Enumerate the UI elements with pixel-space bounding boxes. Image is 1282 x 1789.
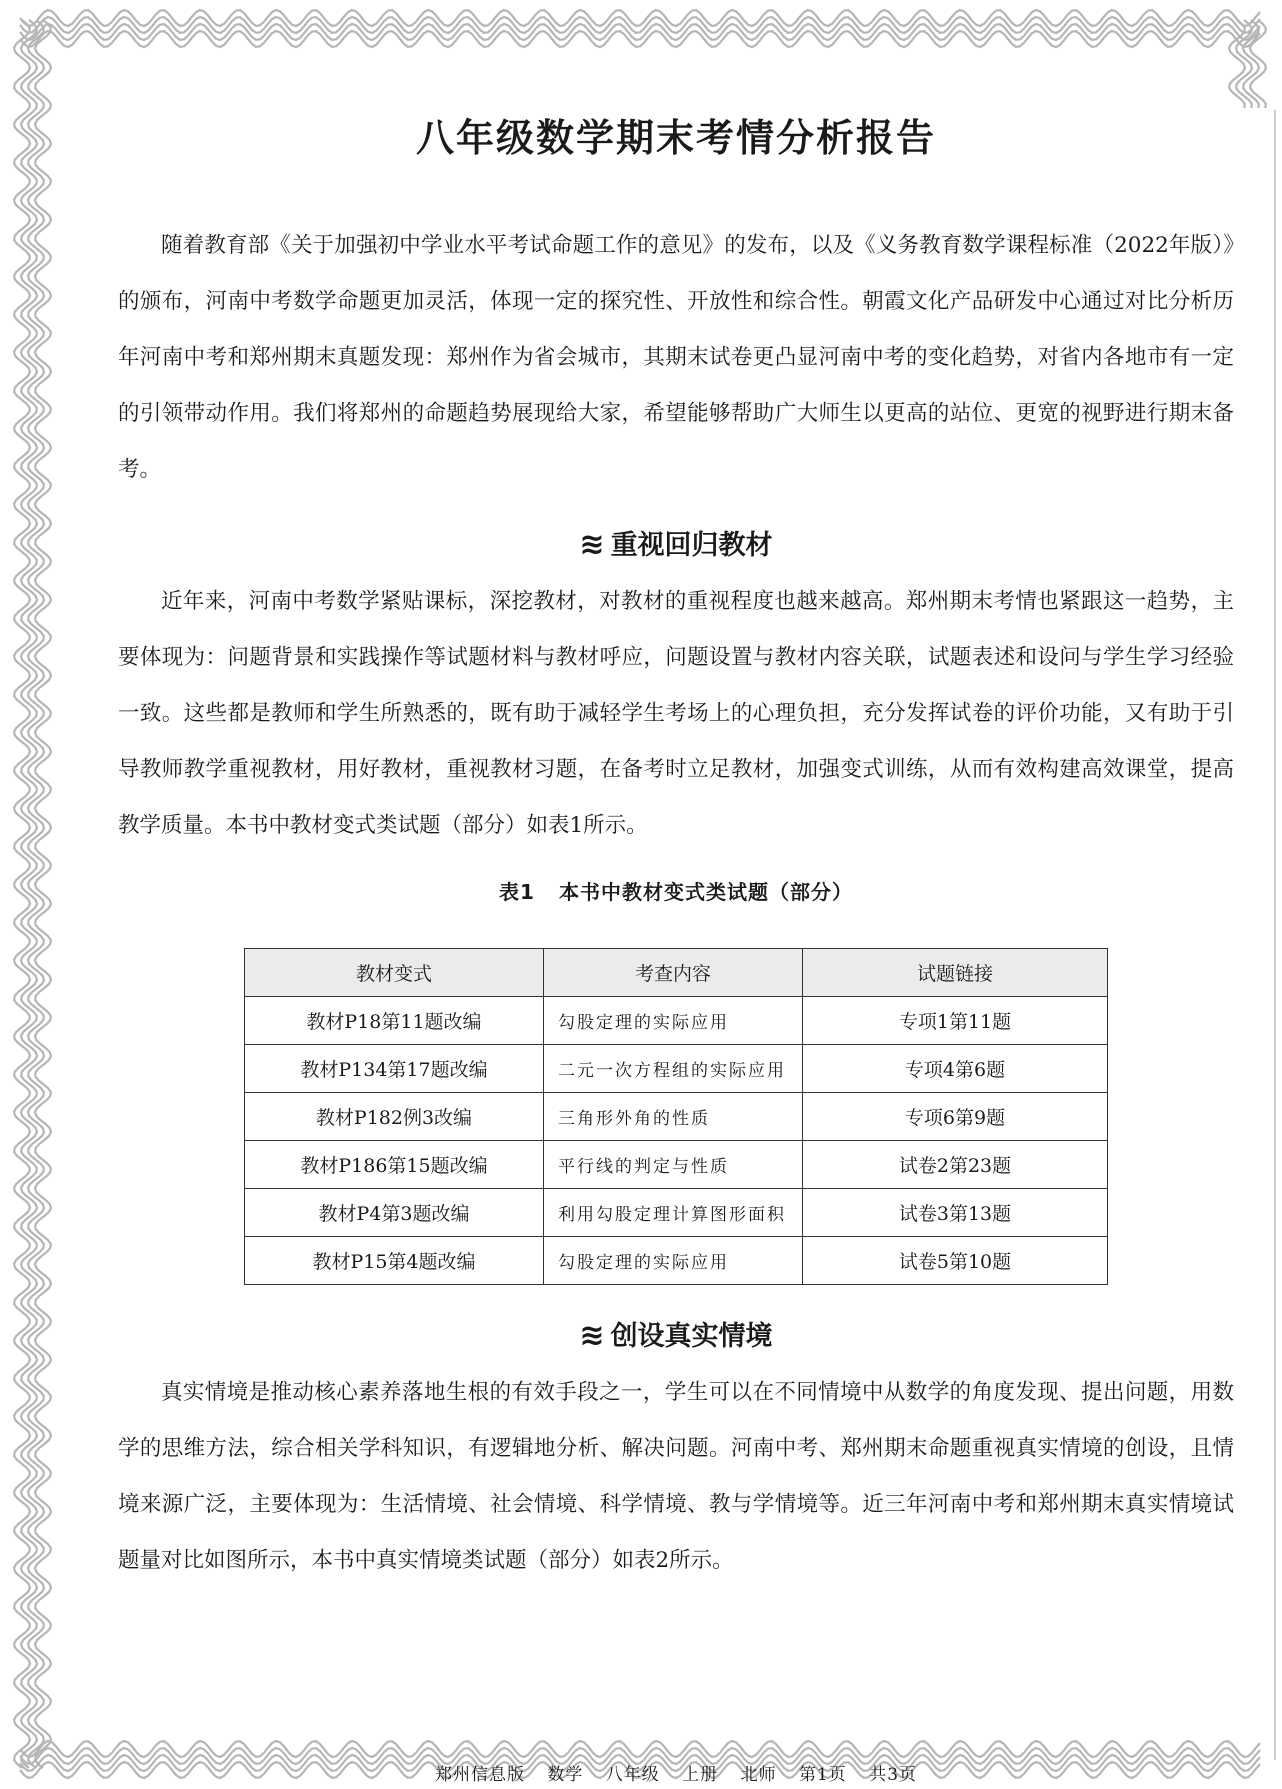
footer-page: 第1页: [798, 1765, 847, 1785]
table-cell: 专项4第6题: [803, 1045, 1108, 1093]
header-cell: 教材变式: [245, 949, 544, 997]
footer-publisher: 北师: [740, 1765, 777, 1785]
section-heading-text: 重视回归教材: [610, 530, 773, 561]
page-footer: [118, 1760, 1234, 1785]
table-row: [245, 997, 1108, 1045]
table-cell: 平行线的判定与性质: [544, 1141, 803, 1189]
footer-edition: 郑州信息版: [434, 1765, 525, 1785]
page-title: 八年级数学期末考情分析报告: [415, 116, 936, 160]
table-caption-text: 本书中教材变式类试题（部分）: [558, 880, 853, 904]
table-header-row: [245, 949, 1108, 997]
intro-paragraph: 随着教育部《关于加强初中学业水平考试命题工作的意见》的发布，以及《义务教育数学课程标准（2022年版）》的颁布，河南中考数学命题更加灵活，体现一定的探究性、开放性和综合性。朝霞文化产品研发中心通过对比分析历年河南中考和郑州期末真题发现：郑州作为省会城市，其期末试卷更凸显河南中考的变化趋势，对省内各地市有一定的引领带动作用。我们将郑州的命题趋势展现给大家，希望能够帮助广大师生以更高的站位、更宽的视野进行期末备考。: [118, 233, 1234, 482]
table-caption: [118, 872, 1234, 912]
section-heading-textbook: [118, 520, 1234, 570]
table-cell: 试卷2第23题: [803, 1141, 1108, 1189]
footer-volume: 上册: [682, 1765, 719, 1785]
table-cell: 三角形外角的性质: [544, 1093, 803, 1141]
table-cell: 二元一次方程组的实际应用: [544, 1045, 803, 1093]
table-cell: 勾股定理的实际应用: [544, 997, 803, 1045]
table-cell: 教材P4第3题改编: [245, 1189, 544, 1237]
table-cell: 试卷5第10题: [803, 1237, 1108, 1285]
table-cell: 教材P15第4题改编: [245, 1237, 544, 1285]
table-cell: 专项6第9题: [803, 1093, 1108, 1141]
footer-grade: 八年级: [605, 1765, 660, 1785]
table-cell: 教材P18第11题改编: [245, 997, 544, 1045]
section1-paragraph: 近年来，河南中考数学紧贴课标，深挖教材，对教材的重视程度也越来越高。郑州期末考情也紧跟这一趋势，主要体现为：问题背景和实践操作等试题材料与教材呼应，问题设置与教材内容关联，试题表述和设问与学生学习经验一致。这些都是教师和学生所熟悉的，既有助于减轻学生考场上的心理负担，充分发挥试卷的评价功能，又有助于引导教师教学重视教材，用好教材，重视教材习题，在备考时立足教材，加强变式训练，从而有效构建高效课堂，提高教学质量。本书中教材变式类试题（部分）如表1所示。: [118, 589, 1234, 838]
table-cell: 专项1第11题: [803, 997, 1108, 1045]
table-cell: 教材P182例3改编: [245, 1093, 544, 1141]
table-row: [245, 1237, 1108, 1285]
footer-subject: 数学: [547, 1765, 584, 1785]
right-edge-line: [1274, 110, 1276, 1760]
table-row: [245, 1141, 1108, 1189]
wave-icon: ≋: [579, 1318, 605, 1353]
header-cell: 考查内容: [544, 949, 803, 997]
table-cell: 勾股定理的实际应用: [544, 1237, 803, 1285]
table-number: 表1: [499, 880, 535, 904]
table-cell: 试卷3第13题: [803, 1189, 1108, 1237]
table-row: [245, 1189, 1108, 1237]
section-heading-real-context: [118, 1311, 1234, 1361]
table-cell: 教材P134第17题改编: [245, 1045, 544, 1093]
footer-total: 共3页: [869, 1765, 918, 1785]
section-heading-text: 创设真实情境: [610, 1321, 773, 1352]
document-page: [118, 110, 1234, 1785]
textbook-variant-table: [244, 948, 1108, 1285]
header-cell: 试题链接: [803, 949, 1108, 997]
table-row: [245, 1093, 1108, 1141]
section2-paragraph: 真实情境是推动核心素养落地生根的有效手段之一，学生可以在不同情境中从数学的角度发现、提出问题，用数学的思维方法，综合相关学科知识，有逻辑地分析、解决问题。河南中考、郑州期末命题重视真实情境的创设，且情境来源广泛，主要体现为：生活情境、社会情境、科学情境、教与学情境等。近三年河南中考和郑州期末真实情境试题量对比如图所示，本书中真实情境类试题（部分）如表2所示。: [118, 1380, 1234, 1573]
table-cell: 利用勾股定理计算图形面积: [544, 1189, 803, 1237]
wave-icon: ≋: [579, 527, 605, 562]
table-cell: 教材P186第15题改编: [245, 1141, 544, 1189]
table-row: [245, 1045, 1108, 1093]
